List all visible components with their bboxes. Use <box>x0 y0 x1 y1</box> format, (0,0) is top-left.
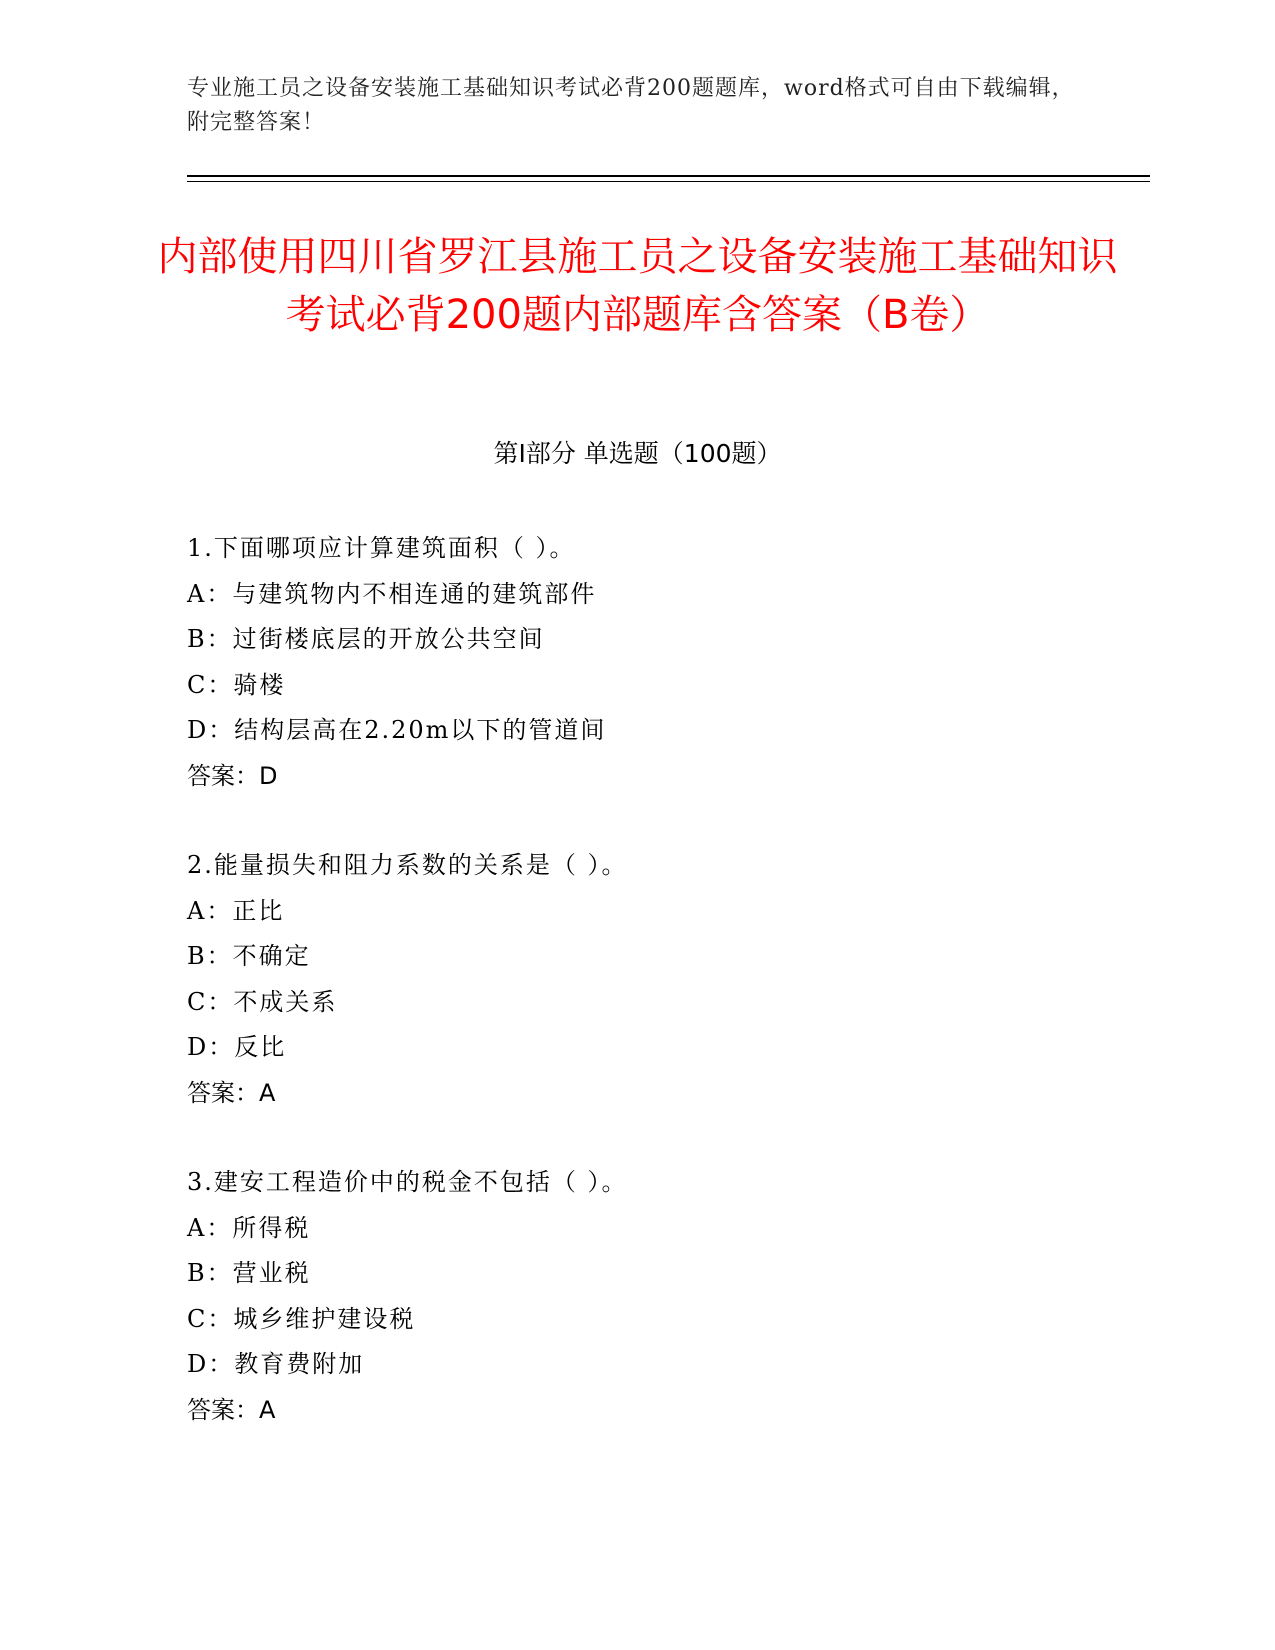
option-c: C：不成关系 <box>187 987 338 1016</box>
answer-label: 答案：A <box>187 1078 276 1107</box>
question-stem: 2.能量损失和阻力系数的关系是（ ）。 <box>187 851 628 879</box>
option-a: A：正比 <box>187 896 285 925</box>
header-divider-thin <box>187 181 1150 182</box>
option-d: D：结构层高在2.20m以下的管道间 <box>187 716 607 744</box>
document-title: 内部使用四川省罗江县施工员之设备安装施工基础知识考试必背200题内部题库含答案（B卷） <box>157 234 1118 338</box>
option-a: A：所得税 <box>187 1213 311 1242</box>
header-divider-thick <box>187 175 1150 177</box>
option-b: B：过街楼底层的开放公共空间 <box>187 625 545 653</box>
option-b: B：不确定 <box>187 942 311 970</box>
option-b: B：营业税 <box>187 1259 311 1287</box>
option-d: D：反比 <box>187 1033 287 1061</box>
question-item <box>187 843 1127 1116</box>
option-a: A：与建筑物内不相连通的建筑部件 <box>187 579 597 608</box>
question-list <box>187 526 1127 1477</box>
section-title: 第I部分 单选题（100题） <box>493 439 782 468</box>
question-stem: 3.建安工程造价中的税金不包括（ ）。 <box>187 1168 628 1196</box>
question-stem: 1.下面哪项应计算建筑面积（ ）。 <box>187 534 576 562</box>
option-c: C：骑楼 <box>187 670 286 699</box>
question-item <box>187 1160 1127 1433</box>
question-item <box>187 526 1127 799</box>
answer-label: 答案：A <box>187 1395 276 1424</box>
option-c: C：城乡维护建设税 <box>187 1304 416 1333</box>
answer-label: 答案：D <box>187 761 278 790</box>
header-note: 专业施工员之设备安装施工基础知识考试必背200题题库，word格式可自由下载编辑，附完整答案！ <box>187 76 1075 135</box>
option-d: D：教育费附加 <box>187 1350 365 1378</box>
